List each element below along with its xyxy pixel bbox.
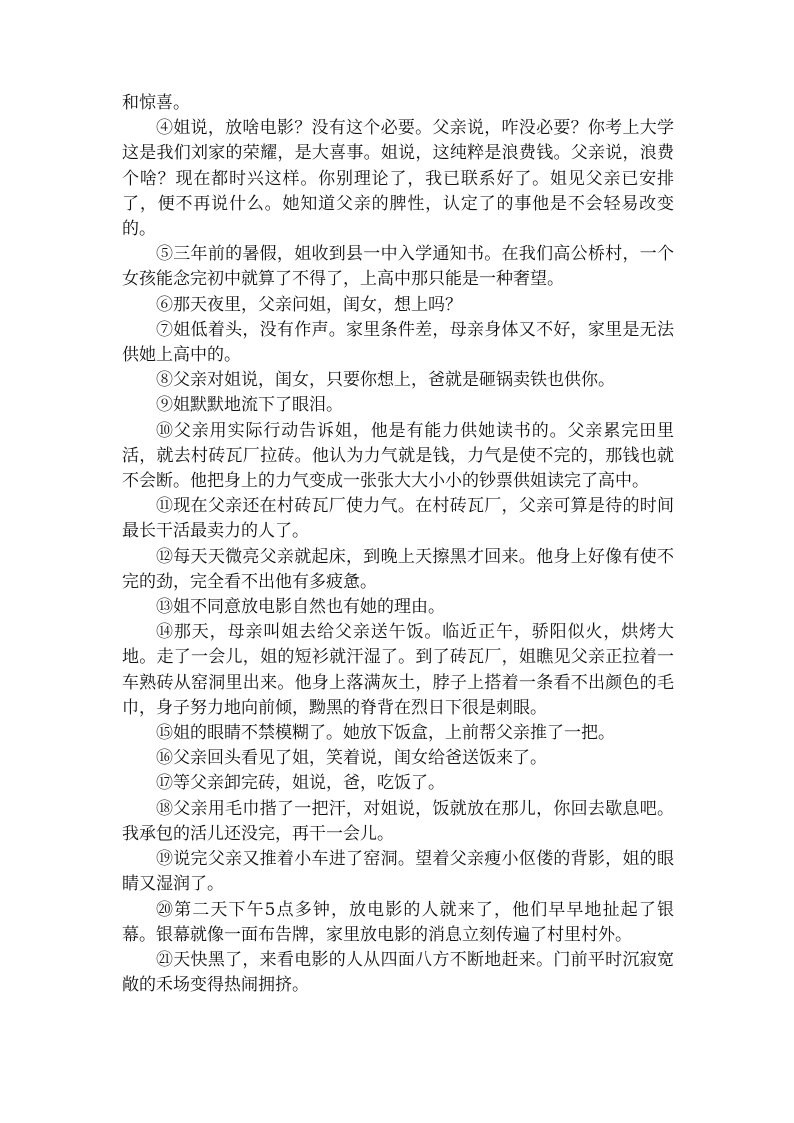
paragraph-6: ⑥那天夜里，父亲问姐，闺女，想上吗？ xyxy=(156,294,462,315)
paragraph-18: ⑱父亲用毛巾揩了一把汗，对姐说，饭就放在那儿，你回去歇息吧。我承包的活儿还没完，再干一会儿。 xyxy=(122,798,674,844)
paragraph-9: ⑨姐默默地流下了眼泪。 xyxy=(156,395,343,416)
paragraph-12: ⑫每天天微亮父亲就起床，到晚上天擦黑才回来。他身上好像有使不完的劲，完全看不出他有多疲惫。 xyxy=(122,546,674,592)
paragraph-20: ⑳第二天下午5点多钟，放电影的人就来了，他们早早地扯起了银幕。银幕就像一面布告牌，家里放电影的消息立刻传遍了村里村外。 xyxy=(122,899,674,945)
paragraph-15: ⑮姐的眼睛不禁模糊了。她放下饭盒，上前帮父亲推了一把。 xyxy=(156,723,615,744)
article-body xyxy=(122,91,674,998)
paragraph-17: ⑰等父亲卸完砖，姐说，爸，吃饭了。 xyxy=(156,773,445,794)
paragraph-continuation: 和惊喜。 xyxy=(122,93,190,113)
paragraph-14: ⑭那天，母亲叫姐去给父亲送午饭。临近正午，骄阳似火，烘烤大地。走了一会儿，姐的短衫就汗湿了。到了砖瓦厂，姐瞧见父亲正拉着一车熟砖从窑洞里出来。他身上落满灰土，脖子上搭着一条看不出颜色的毛巾，身子努力地向前倾，黝黑的脊背在烈日下很是刺眼。 xyxy=(122,622,674,718)
paragraph-11: ⑪现在父亲还在村砖瓦厂使力气。在村砖瓦厂，父亲可算是待的时间最长干活最卖力的人了。 xyxy=(122,496,674,542)
paragraph-13: ⑬姐不同意放电影自然也有她的理由。 xyxy=(156,597,445,618)
paragraph-4: ④姐说，放啥电影？没有这个必要。父亲说，咋没必要？你考上大学这是我们刘家的荣耀，是大喜事。姐说，这纯粹是浪费钱。父亲说，浪费个啥？现在都时兴这样。你别理论了，我已联系好了。姐见父亲已安排了，便不再说什么。她知道父亲的脾性，认定了的事他是不会轻易改变的。 xyxy=(122,118,674,240)
paragraph-21: ㉑天快黑了，来看电影的人从四面八方不断地赶来。门前平时沉寂宽敞的禾场变得热闹拥挤。 xyxy=(122,949,674,996)
paragraph-7: ⑦姐低着头，没有作声。家里条件差，母亲身体又不好，家里是无法供她上高中的。 xyxy=(122,319,674,366)
paragraph-5: ⑤三年前的暑假，姐收到县一中入学通知书。在我们高公桥村，一个女孩能念完初中就算了不得了，上高中那只能是一种奢望。 xyxy=(122,244,674,290)
paragraph-16: ⑯父亲回头看见了姐，笑着说，闺女给爸送饭来了。 xyxy=(156,748,547,769)
paragraph-19: ⑲说完父亲又推着小车进了窑洞。望着父亲瘦小伛偻的背影，姐的眼睛又湿润了。 xyxy=(122,849,674,895)
paragraph-10: ⑩父亲用实际行动告诉姐，他是有能力供她读书的。父亲累完田里活，就去村砖瓦厂拉砖。他认为力气就是钱，力气是使不完的，那钱也就不会断。他把身上的力气变成一张张大大小小的钞票供姐读完了高中。 xyxy=(122,420,674,492)
paragraph-8: ⑧父亲对姐说，闺女，只要你想上，爸就是砸锅卖铁也供你。 xyxy=(156,370,615,391)
